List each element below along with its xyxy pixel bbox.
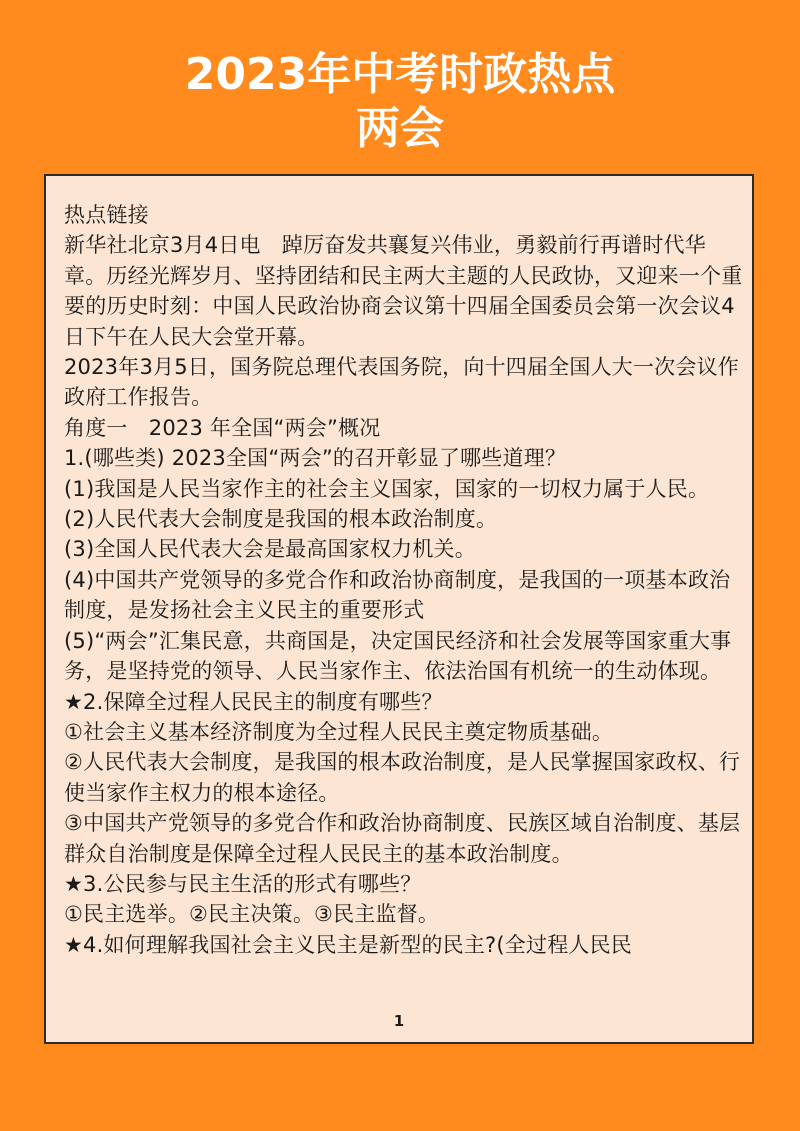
content-body: [64, 200, 744, 960]
answer-2-item-1: ①社会主义基本经济制度为全过程人民民主奠定物质基础。: [64, 719, 614, 744]
answer-2-item-2: ②人民代表大会制度，是我国的根本政治制度，是人民掌握国家政权、行使当家作主权力的根本途径。: [64, 750, 741, 805]
answer-3: ①民主选举。②民主决策。③民主监督。: [64, 902, 440, 927]
paragraph-government-report: 2023年3月5日，国务院总理代表国务院，向十四届全国人大一次会议作政府工作报告。: [64, 355, 739, 410]
section-heading-angle-one: 角度一 2023 年全国“两会”概况: [64, 415, 381, 440]
answer-1-item-5: (5)“两会”汇集民意，共商国是，决定国民经济和社会发展等国家重大事务，是坚持党的领导、人民当家作主、依法治国有机统一的生动体现。: [64, 628, 732, 684]
answer-2-item-3: ③中国共产党领导的多党合作和政治协商制度、民族区域自治制度、基层群众自治制度是保障全过程人民民主的基本政治制度。: [64, 811, 741, 866]
question-3: ★3.公民参与民主生活的形式有哪些？: [64, 871, 422, 896]
answer-1-item-3: (3)全国人民代表大会是最高国家权力机关。: [64, 537, 476, 562]
paragraph-news-xinhua: 新华社北京3月4日电 踔厉奋发共襄复兴伟业，勇毅前行再谱时代华章。历经光辉岁月、坚持团结和民主两大主题的人民政协，又迎来一个重要的历史时刻：中国人民政治协商会议第十四届全国委员会第一次会议4日下午在人民大会堂开幕。: [64, 233, 743, 349]
page-number: 1: [393, 1012, 405, 1030]
content-card: [44, 174, 754, 1044]
section-heading-hotspot-link: 热点链接: [64, 203, 149, 227]
answer-1-item-1: (1)我国是人民当家作主的社会主义国家，国家的一切权力属于人民。: [64, 476, 710, 501]
page-header: [0, 48, 800, 156]
page-title-line-2: 两会: [356, 103, 444, 154]
question-1: 1.(哪些类) 2023全国“两会”的召开彰显了哪些道理？: [64, 446, 567, 471]
question-4: ★4.如何理解我国社会主义民主是新型的民主?(全过程人民民: [64, 932, 632, 957]
answer-1-item-2: (2)人民代表大会制度是我国的根本政治制度。: [64, 507, 498, 532]
page-title-line-1: 2023年中考时政热点: [184, 49, 616, 100]
answer-1-item-4: (4)中国共产党领导的多党合作和政治协商制度，是我国的一项基本政治制度，是发扬社会主义民主的重要形式: [64, 567, 731, 623]
question-2: ★2.保障全过程人民民主的制度有哪些？: [64, 689, 443, 714]
